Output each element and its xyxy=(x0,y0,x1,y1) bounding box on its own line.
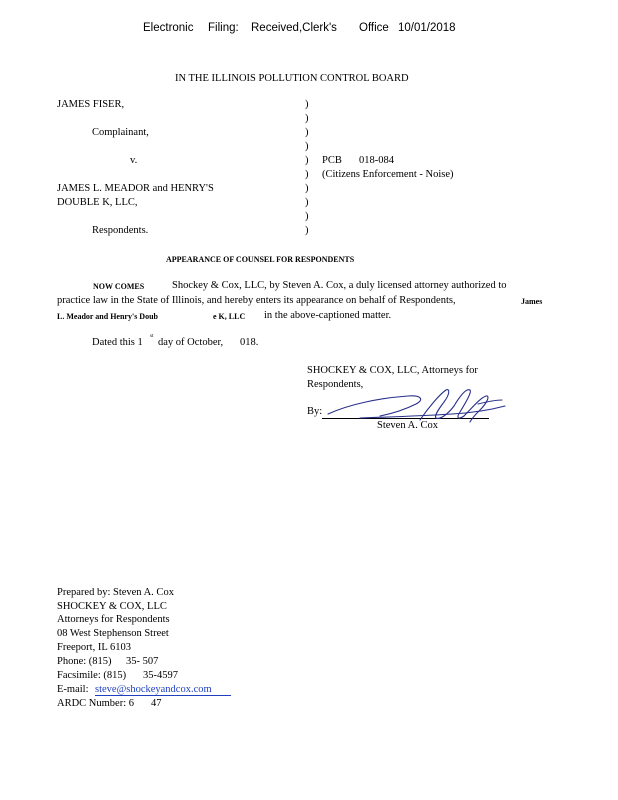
case-number: 018-084 xyxy=(359,155,394,166)
respondent-name-line2: DOUBLE K, LLC, xyxy=(57,197,138,208)
body-line2-bold: James xyxy=(521,297,543,306)
prepared-by-phone-label: Phone: (815) xyxy=(57,656,112,667)
signature-firm-line1: SHOCKEY & COX, LLC, Attorneys for xyxy=(307,365,478,376)
prepared-by-line1: Prepared by: Steven A. Cox xyxy=(57,587,174,598)
filing-header-office: Office xyxy=(359,22,389,34)
dated-superscript: st xyxy=(150,334,154,339)
prepared-by-ardc-number: 47 xyxy=(151,698,162,709)
document-title: APPEARANCE OF COUNSEL FOR RESPONDENTS xyxy=(166,255,355,264)
complainant-name: JAMES FISER, xyxy=(57,99,125,110)
signature-signer-name: Steven A. Cox xyxy=(377,420,438,431)
versus: v. xyxy=(130,155,138,166)
caption-paren: ) xyxy=(305,211,309,222)
caption-paren: ) xyxy=(305,141,309,152)
prepared-by-phone-number: 35- 507 xyxy=(126,656,159,667)
prepared-by-fax-label: Facsimile: (815) xyxy=(57,670,127,681)
prepared-by-street: 08 West Stephenson Street xyxy=(57,628,169,639)
dated-prefix: Dated this 1 xyxy=(92,337,143,348)
body-line3-bold-b: e K, LLC xyxy=(213,312,246,321)
court-title: IN THE ILLINOIS POLLUTION CONTROL BOARD xyxy=(175,73,409,84)
signature-firm-line2: Respondents, xyxy=(307,379,364,390)
prepared-by-ardc-label: ARDC Number: 6 xyxy=(57,698,134,709)
dated-year: 018. xyxy=(240,337,259,348)
prepared-by-firm: SHOCKEY & COX, LLC xyxy=(57,601,167,612)
case-type: (Citizens Enforcement - Noise) xyxy=(322,169,454,180)
filing-header-filing: Filing: xyxy=(208,22,239,34)
body-line1: Shockey & Cox, LLC, by Steven A. Cox, a duly licensed attorney authorized to xyxy=(172,280,507,291)
caption-paren: ) xyxy=(305,127,309,138)
prepared-by-role: Attorneys for Respondents xyxy=(57,614,170,625)
filing-header-date: 10/01/2018 xyxy=(398,22,456,34)
signature-by-label: By: xyxy=(307,406,323,417)
caption-paren: ) xyxy=(305,99,309,110)
respondent-role: Respondents. xyxy=(92,225,149,236)
case-prefix: PCB xyxy=(322,155,342,166)
dated-middle: day of October, xyxy=(158,337,224,348)
caption-paren: ) xyxy=(305,225,309,236)
filing-header-received: Received,Clerk's xyxy=(251,22,337,34)
prepared-by-city: Freeport, IL 6103 xyxy=(57,642,131,653)
prepared-by-email-label: E-mail: xyxy=(57,684,89,695)
complainant-role: Complainant, xyxy=(92,127,149,138)
now-comes: NOW COMES xyxy=(93,282,145,291)
caption-paren: ) xyxy=(305,155,309,166)
caption-paren: ) xyxy=(305,113,309,124)
caption-paren: ) xyxy=(305,197,309,208)
caption-paren: ) xyxy=(305,183,309,194)
caption-paren: ) xyxy=(305,169,309,180)
respondent-name-line1: JAMES L. MEADOR and HENRY'S xyxy=(57,183,214,194)
body-line3: in the above-captioned matter. xyxy=(264,310,392,321)
body-line3-bold-a: L. Meador and Henry's Doub xyxy=(57,312,158,321)
filing-header-electronic: Electronic xyxy=(143,22,194,34)
email-link[interactable]: steve@shockeyandcox.com xyxy=(95,684,231,696)
body-line2: practice law in the State of Illinois, and hereby enters its appearance on behalf of Respondents, xyxy=(57,295,456,306)
prepared-by-fax-number: 35-4597 xyxy=(143,670,178,681)
